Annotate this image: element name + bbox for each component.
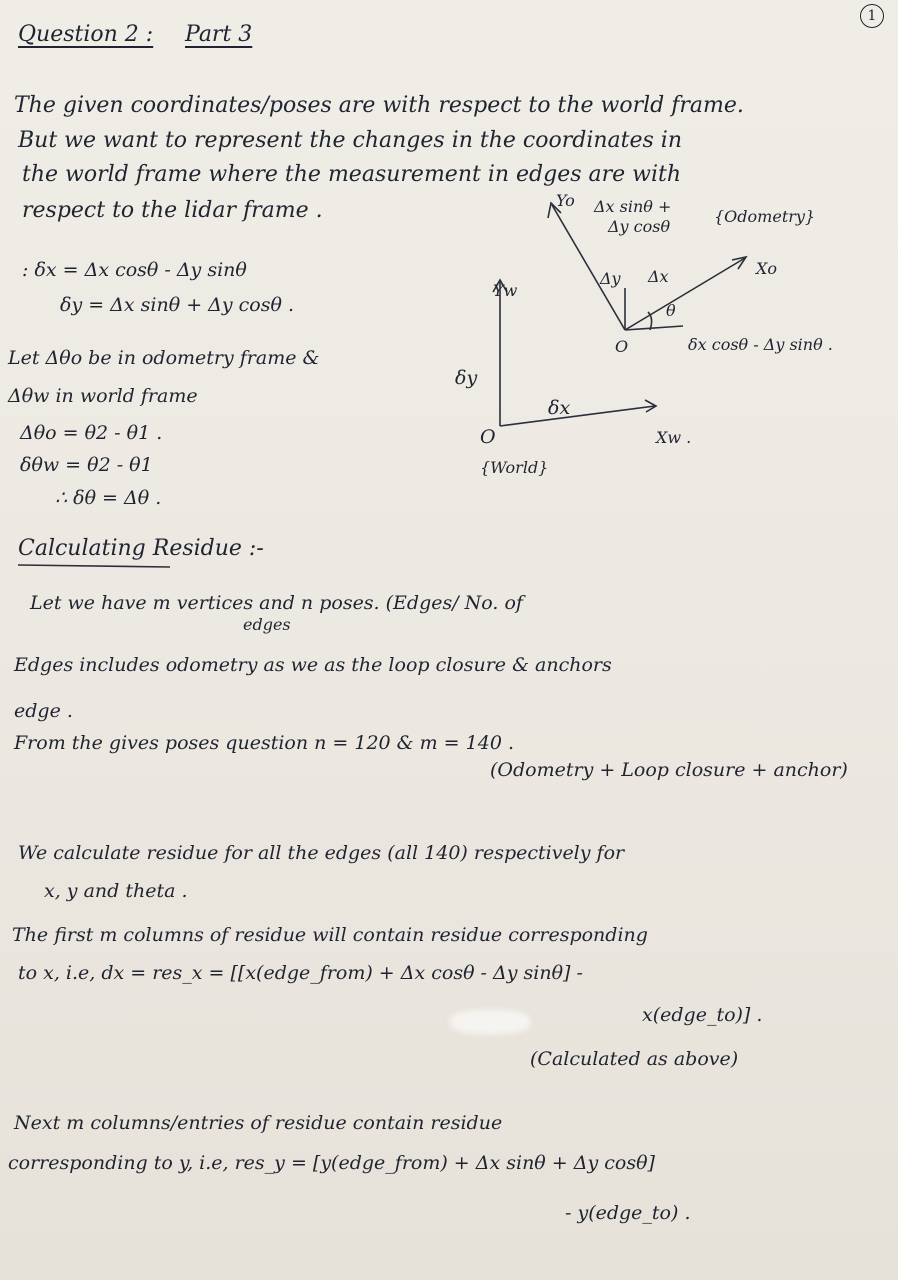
intro-line: respect to the lidar frame . [22,198,323,223]
residue-line: edges [243,615,291,634]
residue-line: x, y and theta . [44,880,188,902]
odo-dy-label: Δy [600,269,621,288]
residue-line: Next m columns/entries of residue contain residue [14,1112,503,1134]
world-dx-label: δx [548,397,571,419]
residue-line: corresponding to y, i.e, res_y = [y(edge_from) + Δx sinθ + Δy cosθ] [8,1152,655,1174]
page-number: 1 [860,4,884,28]
question-title: Question 2 : [18,22,154,47]
theta-note: ∴ δθ = Δθ . [55,487,162,509]
world-dy-label: δy [455,367,478,389]
residue-heading: Calculating Residue :- [18,536,264,561]
heading-underline [18,565,170,567]
world-x-arrowhead [645,400,656,412]
residue-line: x(edge_to)] . [642,1004,763,1026]
world-origin-label: O [480,426,496,448]
odo-projection-top-2: Δy cosθ [608,217,671,236]
residue-line: (Calculated as above) [530,1048,739,1070]
residue-line: edge . [14,700,73,722]
paper-smudge [450,1010,530,1034]
residue-line: (Odometry + Loop closure + anchor) [490,759,848,781]
intro-line: But we want to represent the changes in the coordinates in [18,128,682,153]
residue-line: to x, i.e, dx = res_x = [[x(edge_from) + Δx cosθ - Δy sinθ] - [18,962,583,984]
theta-note: Δθw in world frame [8,385,198,407]
residue-line: We calculate residue for all the edges (all 140) respectively for [18,842,625,864]
part-title: Part 3 [185,22,253,47]
odo-y-label: Yo [556,191,575,210]
world-x-axis [500,406,655,426]
world-frame-label: {World} [480,458,549,477]
odo-x-axis [625,258,745,330]
odo-x-label: Xo [756,259,778,278]
world-y-label: Yw [493,281,518,300]
odo-horizontal-projection [625,326,683,330]
odo-angle-arc [648,312,652,330]
intro-line: the world frame where the measurement in edges are with [22,162,682,187]
theta-note: Δθo = θ2 - θ1 . [20,422,163,444]
theta-note: δθw = θ2 - θ1 [20,454,153,476]
odo-dx-label: Δx [648,267,669,286]
residue-line: From the gives poses question n = 120 & m = 140 . [14,732,514,754]
equation-dx: : δx = Δx cosθ - Δy sinθ [22,259,247,281]
odo-projection-top-1: Δx sinθ + [594,197,672,216]
residue-line: Let we have m vertices and n poses. (Edges/ No. of [30,592,523,614]
intro-line: The given coordinates/poses are with respect to the world frame. [14,93,744,118]
residue-line: - y(edge_to) . [565,1202,691,1224]
theta-note: Let Δθo be in odometry frame & [8,347,320,369]
residue-line: The first m columns of residue will contain residue corresponding [12,924,648,946]
residue-line: Edges includes odometry as we as the loop closure & anchors [14,654,612,676]
odo-origin-label: O [615,337,629,356]
odo-projection-right: δx cosθ - Δy sinθ . [688,335,833,354]
odo-angle-label: θ [666,301,676,320]
equation-dy: δy = Δx sinθ + Δy cosθ . [60,294,294,316]
odo-frame-label: {Odometry} [714,207,816,226]
world-x-label: Xw . [656,428,692,447]
odo-x-arrowhead [732,257,746,269]
